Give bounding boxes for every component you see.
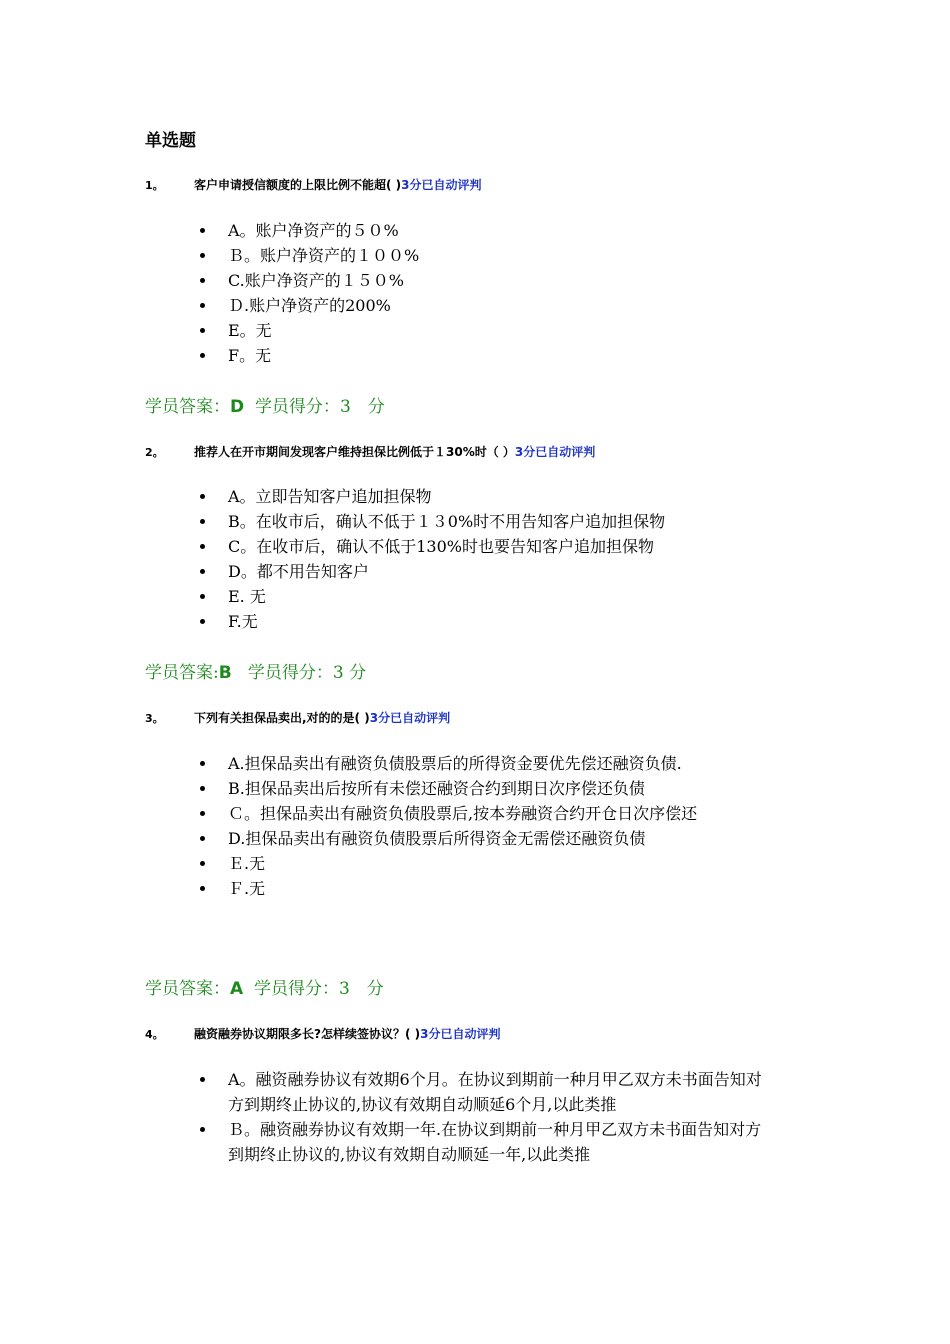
question-number: 4。	[145, 1028, 164, 1041]
section-title: 单选题	[145, 131, 196, 151]
option-item: Ｂ。账户净资产的１００%	[197, 243, 767, 268]
question-text	[194, 1025, 500, 1042]
question-score: 3分已自动评判	[514, 445, 596, 459]
question-score: 3分已自动评判	[369, 711, 451, 725]
option-item: Ｂ。融资融券协议有效期一年.在协议到期前一种月甲乙双方未书面告知对方到期终止协议的,协议有效期自动顺延一年,以此类推	[197, 1117, 767, 1167]
question-score: 3分已自动评判	[401, 178, 482, 192]
bullet-icon	[200, 786, 205, 791]
option-list	[197, 218, 767, 368]
option-item: Ｅ.无	[197, 851, 767, 876]
option-item: E。无	[197, 318, 767, 343]
bullet-icon	[200, 886, 205, 891]
option-list	[197, 751, 767, 901]
option-item: C.账户净资产的１５０%	[197, 268, 767, 293]
question-number: 3。	[145, 712, 164, 725]
option-item: F.无	[197, 609, 767, 634]
bullet-icon	[200, 761, 205, 766]
student-answer: A	[230, 979, 244, 999]
bullet-icon	[200, 544, 205, 549]
bullet-icon	[200, 303, 205, 308]
option-item: A。立即告知客户追加担保物	[197, 484, 767, 509]
option-item: A。账户净资产的５０%	[197, 218, 767, 243]
option-item: B.担保品卖出后按所有未偿还融资合约到期日次序偿还负债	[197, 776, 767, 801]
question-text	[194, 443, 595, 460]
option-item: C。在收市后，确认不低于130%时也要告知客户追加担保物	[197, 534, 767, 559]
option-item: A.担保品卖出有融资负债股票后的所得资金要优先偿还融资负债.	[197, 751, 767, 776]
question-text	[194, 709, 450, 726]
option-item: B。在收市后，确认不低于１３0%时不用告知客户追加担保物	[197, 509, 767, 534]
student-score: 3 分	[339, 397, 385, 417]
bullet-icon	[200, 861, 205, 866]
student-score: 3 分	[332, 663, 367, 683]
option-item: D。都不用告知客户	[197, 559, 767, 584]
answer-line: 学员答案：D 学员得分：3 分	[145, 397, 385, 417]
option-item: A。融资融券协议有效期6个月。在协议到期前一种月甲乙双方未书面告知对方到期终止协议的,协议有效期自动顺延6个月,以此类推	[197, 1067, 767, 1117]
option-item: F。无	[197, 343, 767, 368]
bullet-icon	[200, 253, 205, 258]
bullet-icon	[200, 1127, 205, 1132]
answer-line: 学员答案：A 学员得分：3 分	[145, 979, 384, 999]
option-list	[197, 484, 767, 634]
bullet-icon	[200, 353, 205, 358]
bullet-icon	[200, 619, 205, 624]
student-answer: D	[230, 397, 245, 417]
student-answer: B	[218, 663, 232, 683]
bullet-icon	[200, 1077, 205, 1082]
option-item: E. 无	[197, 584, 767, 609]
bullet-icon	[200, 569, 205, 574]
question-text	[194, 176, 482, 193]
bullet-icon	[200, 811, 205, 816]
question-number: 2。	[145, 446, 164, 459]
bullet-icon	[200, 328, 205, 333]
question-prompt: 推荐人在开市期间发现客户维持担保比例低于１30%时（ ）	[194, 445, 515, 459]
bullet-icon	[200, 519, 205, 524]
option-item: Ｄ.账户净资产的200%	[197, 293, 767, 318]
student-score: 3 分	[338, 979, 384, 999]
question-prompt: 融资融券协议期限多长?怎样续签协议？( )	[194, 1027, 421, 1041]
question-number: 1。	[145, 179, 164, 192]
option-item: D.担保品卖出有融资负债股票后所得资金无需偿还融资负债	[197, 826, 767, 851]
option-item: Ｆ.无	[197, 876, 767, 901]
bullet-icon	[200, 494, 205, 499]
option-item: Ｃ。担保品卖出有融资负债股票后,按本券融资合约开仓日次序偿还	[197, 801, 767, 826]
question-prompt: 下列有关担保品卖出,对的的是( )	[194, 711, 370, 725]
bullet-icon	[200, 836, 205, 841]
answer-line: 学员答案:B 学员得分：3 分	[145, 663, 367, 683]
question-score: 3分已自动评判	[420, 1027, 501, 1041]
bullet-icon	[200, 278, 205, 283]
bullet-icon	[200, 594, 205, 599]
question-prompt: 客户申请授信额度的上限比例不能超( )	[194, 178, 402, 192]
option-list	[197, 1067, 767, 1167]
bullet-icon	[200, 228, 205, 233]
